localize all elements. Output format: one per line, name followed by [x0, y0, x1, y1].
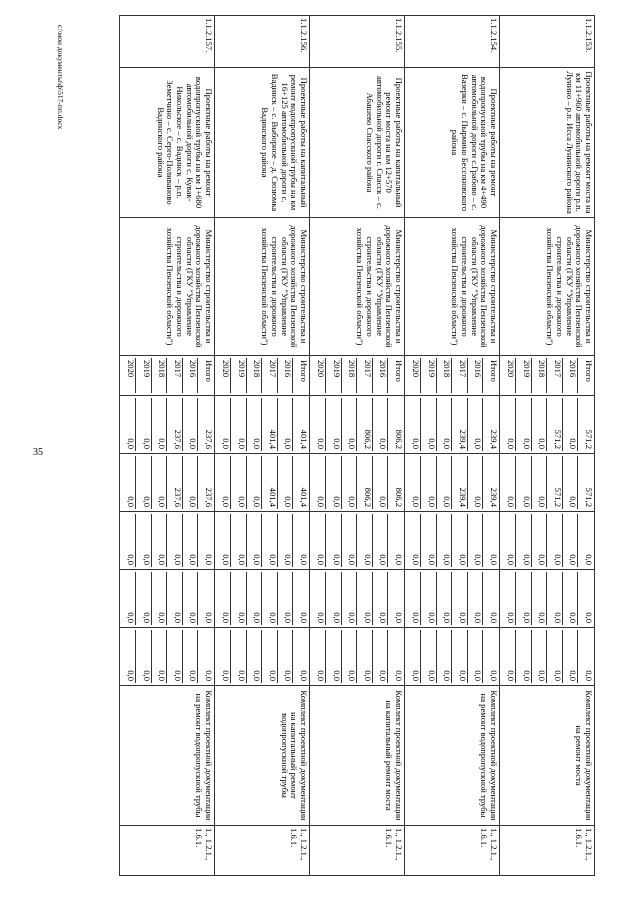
col-total-value: 237,6	[167, 398, 183, 451]
col-municipal	[405, 570, 500, 628]
table-row	[120, 16, 215, 876]
col-federal-value: 0,0	[411, 554, 422, 565]
row-years-value: 2017	[547, 358, 563, 393]
row-executor: Министерство строительства и дорожного хозяйства Пензенской области (ГКУ "Управление строительства и дорожного хозяйства Пензенской области")	[310, 218, 405, 356]
col-federal	[310, 512, 405, 570]
col-other-value: 0,0	[126, 670, 137, 681]
row-years-value: 2016	[278, 358, 294, 393]
col-federal-value: 0,0	[373, 514, 389, 567]
col-regional-value: 237,6	[198, 456, 213, 509]
row-years-value: 2020	[126, 360, 137, 378]
row-years-value: Итого	[293, 358, 308, 393]
col-regional-value: 401,4	[262, 456, 278, 509]
col-regional-value: 0,0	[247, 456, 263, 509]
col-total-value: 0,0	[516, 398, 532, 451]
col-other-value: 0,0	[547, 630, 563, 683]
col-other-value: 0,0	[421, 630, 437, 683]
col-total-value: 0,0	[563, 398, 579, 451]
col-federal-value: 0,0	[578, 514, 593, 567]
col-municipal-value: 0,0	[316, 612, 327, 623]
col-municipal-value: 0,0	[468, 572, 484, 625]
col-regional-value: 0,0	[326, 456, 342, 509]
col-total-value: 239,4	[452, 398, 468, 451]
col-federal-value: 0,0	[221, 554, 232, 565]
col-federal-value: 0,0	[516, 514, 532, 567]
col-federal-value: 0,0	[357, 514, 373, 567]
row-executor: Министерство строительства и дорожного хозяйства Пензенской области (ГКУ "Управление строительства и дорожного хозяйства Пензенской области")	[405, 218, 500, 356]
row-years-value: 2020	[411, 360, 422, 378]
row-title: Проектные работы на капитальный ремонт водопропускной трубы на км 16+125 автомобильной дороги с. Вадинск – с. Выборное – д. Сюзюмка Вадинского района	[215, 68, 310, 218]
row-years-value: 2017	[357, 358, 373, 393]
col-other-value: 0,0	[183, 630, 199, 683]
col-regional-value: 0,0	[516, 456, 532, 509]
rotated-page	[45, 15, 595, 895]
row-years-value: 2019	[516, 358, 532, 393]
col-municipal	[215, 570, 310, 628]
col-other-value: 0,0	[262, 630, 278, 683]
col-municipal-value: 0,0	[483, 572, 498, 625]
row-years-value: 2019	[421, 358, 437, 393]
col-total-value: 0,0	[278, 398, 294, 451]
col-municipal	[310, 570, 405, 628]
row-code: 1.1.2.153.	[500, 16, 595, 68]
row-reference: 1., 1.2.1., 1.6.1.	[215, 826, 310, 876]
col-federal-value: 0,0	[247, 514, 263, 567]
row-years	[500, 356, 595, 396]
col-total-value: 401,4	[293, 398, 308, 451]
col-regional-value: 0,0	[437, 456, 453, 509]
col-federal-value: 0,0	[126, 554, 137, 565]
col-other-value: 0,0	[357, 630, 373, 683]
col-total	[120, 396, 215, 454]
col-municipal-value: 0,0	[563, 572, 579, 625]
col-regional	[310, 454, 405, 512]
col-total	[500, 396, 595, 454]
col-municipal	[500, 570, 595, 628]
col-municipal-value: 0,0	[167, 572, 183, 625]
col-other-value: 0,0	[452, 630, 468, 683]
col-federal-value: 0,0	[152, 514, 168, 567]
row-result: Комплект проектной документации на ремонт моста	[500, 686, 595, 826]
row-title: Проектные работы на ремонт водопропускной трубы на км 4+490 автомобильной дороги с.Грабово – с. Вазерки – с. Пырмино Бессоновского района	[405, 68, 500, 218]
col-total-value: 0,0	[373, 398, 389, 451]
col-total-value: 571,2	[547, 398, 563, 451]
row-years-value: 2018	[152, 358, 168, 393]
col-regional-value: 0,0	[421, 456, 437, 509]
col-regional-value: 806,2	[388, 456, 403, 509]
col-other-value: 0,0	[411, 670, 422, 681]
col-other-value: 0,0	[437, 630, 453, 683]
col-total-value: 0,0	[532, 398, 548, 451]
file-path-footer: с:\мои документы\ф\517-пп.docx	[56, 25, 65, 130]
row-years-value: 2017	[452, 358, 468, 393]
row-reference: 1., 1.2.1., 1.6.1.	[120, 826, 215, 876]
col-municipal-value: 0,0	[326, 572, 342, 625]
row-result: Комплект проектной документации на ремонт водопропускной трубы	[405, 686, 500, 826]
row-code: 1.1.2.157.	[120, 16, 215, 68]
col-other-value: 0,0	[278, 630, 294, 683]
col-federal-value: 0,0	[198, 514, 213, 567]
col-other-value: 0,0	[221, 670, 232, 681]
col-regional	[120, 454, 215, 512]
col-total-value: 0,0	[221, 438, 232, 449]
col-other-value: 0,0	[198, 630, 213, 683]
col-federal-value: 0,0	[532, 514, 548, 567]
col-regional-value: 0,0	[373, 456, 389, 509]
row-years-value: 2016	[563, 358, 579, 393]
row-years	[405, 356, 500, 396]
table-row	[215, 16, 310, 876]
table-body	[120, 16, 595, 876]
col-total-value: 0,0	[326, 398, 342, 451]
col-federal-value: 0,0	[388, 514, 403, 567]
col-municipal-value: 0,0	[221, 612, 232, 623]
col-municipal-value: 0,0	[136, 572, 152, 625]
col-federal-value: 0,0	[506, 554, 517, 565]
col-other-value: 0,0	[506, 670, 517, 681]
row-years-value: 2018	[247, 358, 263, 393]
col-other-value: 0,0	[167, 630, 183, 683]
col-other	[310, 628, 405, 686]
row-years	[120, 356, 215, 396]
row-years	[310, 356, 405, 396]
row-executor: Министерство строительства и дорожного хозяйства Пензенской области (ГКУ "Управление строительства и дорожного хозяйства Пензенской области")	[215, 218, 310, 356]
col-municipal-value: 0,0	[126, 612, 137, 623]
row-title: Проектные работы на ремонт моста на км 11+960 автомобильной дороги р.п. Лунино – р.п. Исса Лунинского района	[500, 68, 595, 218]
col-total-value: 0,0	[152, 398, 168, 451]
col-federal-value: 0,0	[421, 514, 437, 567]
col-total-value: 0,0	[247, 398, 263, 451]
row-code: 1.1.2.156.	[215, 16, 310, 68]
col-federal	[120, 512, 215, 570]
col-regional-value: 0,0	[183, 456, 199, 509]
col-other-value: 0,0	[373, 630, 389, 683]
col-total-value: 0,0	[316, 438, 327, 449]
col-federal-value: 0,0	[326, 514, 342, 567]
col-federal	[405, 512, 500, 570]
row-years-value: 2019	[326, 358, 342, 393]
col-municipal-value: 0,0	[373, 572, 389, 625]
col-federal-value: 0,0	[262, 514, 278, 567]
col-other-value: 0,0	[247, 630, 263, 683]
col-federal-value: 0,0	[342, 514, 358, 567]
col-other-value: 0,0	[316, 670, 327, 681]
col-municipal-value: 0,0	[152, 572, 168, 625]
col-municipal-value: 0,0	[578, 572, 593, 625]
col-municipal-value: 0,0	[198, 572, 213, 625]
col-federal-value: 0,0	[231, 514, 247, 567]
row-years-value: Итого	[483, 358, 498, 393]
row-years-value: Итого	[578, 358, 593, 393]
col-federal-value: 0,0	[437, 514, 453, 567]
col-other-value: 0,0	[326, 630, 342, 683]
col-other-value: 0,0	[532, 630, 548, 683]
col-municipal-value: 0,0	[506, 612, 517, 623]
col-municipal-value: 0,0	[437, 572, 453, 625]
col-total-value: 806,2	[388, 398, 403, 451]
col-regional-value: 0,0	[342, 456, 358, 509]
col-regional-value: 237,6	[167, 456, 183, 509]
table-row	[500, 16, 595, 876]
col-regional-value: 0,0	[316, 496, 327, 507]
col-regional-value: 401,4	[293, 456, 308, 509]
col-municipal-value: 0,0	[411, 612, 422, 623]
col-other-value: 0,0	[578, 630, 593, 683]
row-reference: 1., 1.2.1., 1.6.1.	[405, 826, 500, 876]
row-years-value: 2017	[262, 358, 278, 393]
col-other	[405, 628, 500, 686]
row-years-value: Итого	[198, 358, 213, 393]
row-result: Комплект проектной документации на капитальный ремонт моста	[310, 686, 405, 826]
col-total	[215, 396, 310, 454]
col-federal	[500, 512, 595, 570]
col-regional-value: 0,0	[563, 456, 579, 509]
table-row	[405, 16, 500, 876]
col-regional-value: 0,0	[506, 496, 517, 507]
row-result: Комплект проектной документации на капитальный ремонт водопропускной трубы	[215, 686, 310, 826]
row-result: Комплект проектной документации на ремонт водопропускной трубы	[120, 686, 215, 826]
row-years-value: 2016	[183, 358, 199, 393]
row-code: 1.1.2.155.	[310, 16, 405, 68]
row-years-value: 2016	[373, 358, 389, 393]
col-federal-value: 0,0	[278, 514, 294, 567]
col-municipal-value: 0,0	[421, 572, 437, 625]
col-federal-value: 0,0	[316, 554, 327, 565]
col-municipal-value: 0,0	[516, 572, 532, 625]
col-other-value: 0,0	[468, 630, 484, 683]
col-other-value: 0,0	[516, 630, 532, 683]
col-municipal-value: 0,0	[547, 572, 563, 625]
col-municipal-value: 0,0	[183, 572, 199, 625]
col-federal-value: 0,0	[563, 514, 579, 567]
col-total-value: 0,0	[411, 438, 422, 449]
col-federal	[215, 512, 310, 570]
col-total-value: 0,0	[468, 398, 484, 451]
row-years-value: Итого	[388, 358, 403, 393]
col-total-value: 0,0	[136, 398, 152, 451]
col-total-value: 0,0	[231, 398, 247, 451]
col-municipal-value: 0,0	[262, 572, 278, 625]
row-years-value: 2018	[342, 358, 358, 393]
row-code: 1.1.2.154.	[405, 16, 500, 68]
col-total-value: 0,0	[437, 398, 453, 451]
row-years-value: 2018	[532, 358, 548, 393]
table-row	[310, 16, 405, 876]
col-regional	[405, 454, 500, 512]
col-federal-value: 0,0	[167, 514, 183, 567]
col-federal-value: 0,0	[136, 514, 152, 567]
col-regional-value: 0,0	[126, 496, 137, 507]
col-regional-value: 0,0	[532, 456, 548, 509]
col-federal-value: 0,0	[183, 514, 199, 567]
col-total-value: 0,0	[506, 438, 517, 449]
col-other	[215, 628, 310, 686]
col-total-value: 237,6	[198, 398, 213, 451]
col-total-value: 0,0	[421, 398, 437, 451]
row-reference: 1., 1.2.1., 1.6.1.	[500, 826, 595, 876]
row-years	[215, 356, 310, 396]
col-regional-value: 0,0	[152, 456, 168, 509]
col-other	[500, 628, 595, 686]
col-regional-value: 0,0	[221, 496, 232, 507]
col-municipal-value: 0,0	[532, 572, 548, 625]
row-executor: Министерство строительства и дорожного хозяйства Пензенской области (ГКУ "Управление строительства и дорожного хозяйства Пензенской области")	[120, 218, 215, 356]
row-years-value: 2018	[437, 358, 453, 393]
row-years-value: 2020	[506, 360, 517, 378]
col-municipal-value: 0,0	[231, 572, 247, 625]
col-other-value: 0,0	[231, 630, 247, 683]
col-regional-value: 806,2	[357, 456, 373, 509]
col-other-value: 0,0	[388, 630, 403, 683]
col-other-value: 0,0	[293, 630, 308, 683]
col-total-value: 0,0	[183, 398, 199, 451]
row-executor: Министерство строительства и дорожного хозяйства Пензенской области (ГКУ "Управление строительства и дорожного хозяйства Пензенской области")	[500, 218, 595, 356]
page-number: 35	[33, 447, 43, 458]
col-regional-value: 239,4	[452, 456, 468, 509]
col-total	[310, 396, 405, 454]
col-regional-value: 0,0	[468, 456, 484, 509]
row-title: Проектные работы на капитальный ремонт моста на км 12+570 автомобильной дороги г. Спасск – с. Абашево Спасского района	[310, 68, 405, 218]
col-other-value: 0,0	[152, 630, 168, 683]
col-total-value: 0,0	[342, 398, 358, 451]
program-table	[119, 15, 595, 876]
row-title: Проектные работы на ремонт водопропускной трубы на км 1+680 автомобильной дороги с. Кувак-Никольское – с. Вадинск – р.п. Земетчино – с. Серго-Поливаново Вадинского района	[120, 68, 215, 218]
row-years-value: 2020	[221, 360, 232, 378]
col-total-value: 239,4	[483, 398, 498, 451]
col-total-value: 571,2	[578, 398, 593, 451]
col-other	[120, 628, 215, 686]
col-federal-value: 0,0	[468, 514, 484, 567]
row-reference: 1., 1.2.1., 1.6.1.	[310, 826, 405, 876]
col-regional-value: 0,0	[411, 496, 422, 507]
col-regional	[500, 454, 595, 512]
col-federal-value: 0,0	[452, 514, 468, 567]
col-municipal-value: 0,0	[293, 572, 308, 625]
col-municipal-value: 0,0	[388, 572, 403, 625]
col-total-value: 0,0	[126, 438, 137, 449]
col-regional-value: 0,0	[231, 456, 247, 509]
col-other-value: 0,0	[136, 630, 152, 683]
col-regional-value: 0,0	[136, 456, 152, 509]
col-total-value: 806,2	[357, 398, 373, 451]
col-municipal-value: 0,0	[278, 572, 294, 625]
col-total-value: 401,4	[262, 398, 278, 451]
col-regional	[215, 454, 310, 512]
col-other-value: 0,0	[342, 630, 358, 683]
col-other-value: 0,0	[483, 630, 498, 683]
row-years-value: 2016	[468, 358, 484, 393]
col-total	[405, 396, 500, 454]
col-regional-value: 239,4	[483, 456, 498, 509]
col-municipal-value: 0,0	[342, 572, 358, 625]
col-municipal	[120, 570, 215, 628]
col-federal-value: 0,0	[547, 514, 563, 567]
col-municipal-value: 0,0	[357, 572, 373, 625]
row-years-value: 2020	[316, 360, 327, 378]
row-years-value: 2019	[136, 358, 152, 393]
col-federal-value: 0,0	[483, 514, 498, 567]
row-years-value: 2019	[231, 358, 247, 393]
col-regional-value: 571,2	[547, 456, 563, 509]
col-regional-value: 571,2	[578, 456, 593, 509]
col-regional-value: 0,0	[278, 456, 294, 509]
row-years-value: 2017	[167, 358, 183, 393]
col-municipal-value: 0,0	[452, 572, 468, 625]
col-other-value: 0,0	[563, 630, 579, 683]
col-federal-value: 0,0	[293, 514, 308, 567]
col-municipal-value: 0,0	[247, 572, 263, 625]
